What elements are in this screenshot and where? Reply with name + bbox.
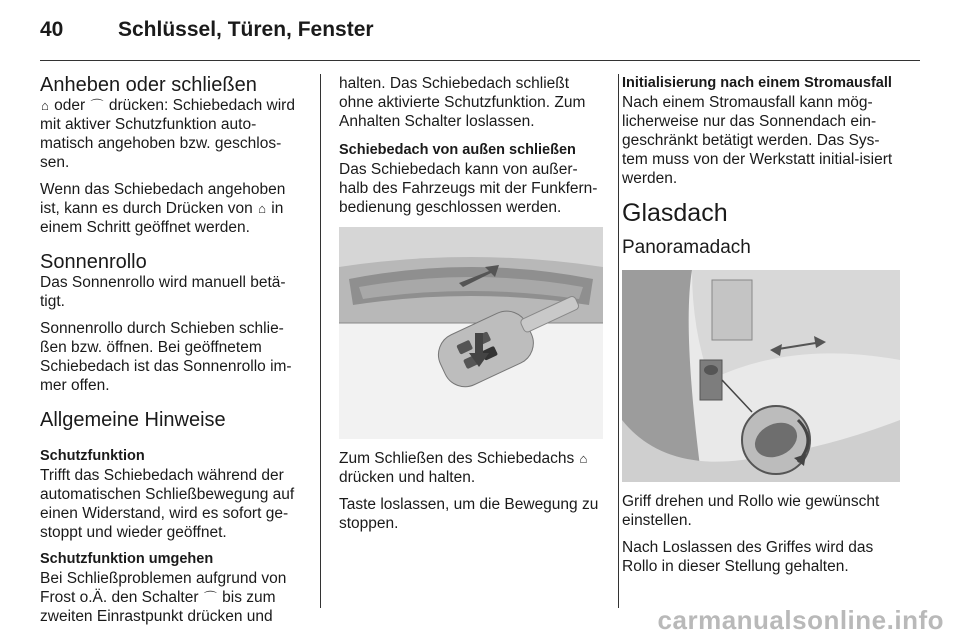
watermark: carmanualsonline.info	[657, 605, 944, 635]
column-divider-2	[618, 74, 619, 608]
column-divider-1	[320, 74, 321, 608]
init-paragraph: Nach einem Stromausfall kann mög-licherweise nur das Sonnendach ein-geschränkt betätigt werden. Das Sys-tem muss von der Werkstatt initial-isiert werden.	[622, 94, 893, 187]
heading-glass-roof: Glasdach	[622, 199, 728, 227]
outside-paragraph: Das Schiebedach kann von außer-halb des Fahrzeugs mit der Funkfern-bedienung geschlossen werden.	[339, 161, 598, 216]
hold-paragraph: Nach Loslassen des Griffes wird das Rollo in dieser Stellung gehalten.	[622, 539, 874, 575]
blind-paragraph-1: Das Sonnenrollo wird manuell betä-tigt.	[40, 274, 286, 310]
continued-paragraph: halten. Das Schiebedach schließt ohne aktivierte Schutzfunktion. Zum Anhalten Schalter loslassen.	[339, 75, 586, 130]
release-paragraph: Taste loslassen, um die Bewegung zu stoppen.	[339, 496, 599, 532]
blind-paragraph-2: Sonnenrollo durch Schieben schlie-ßen bzw. öffnen. Bei geöffnetem Schiebedach ist das Sonnenrollo im-mer offen.	[40, 320, 292, 394]
heading-general: Allgemeine Hinweise	[40, 409, 226, 431]
column-3	[622, 74, 904, 584]
column-1	[40, 74, 302, 634]
sunroof-switch-icon: ⌒	[203, 590, 217, 605]
remote-sunroof-button-icon: ⌂	[579, 451, 588, 466]
header-rule	[40, 60, 920, 61]
sunroof-close-icon: ⌒	[90, 98, 104, 113]
protection-paragraph: Trifft das Schiebedach während der automatischen Schließbewegung auf einen Widerstand, wird es sofort ge-stoppt und wieder geöffnet.	[40, 467, 295, 541]
page-header	[40, 18, 920, 48]
heading-lift: Anheben oder schließen	[40, 74, 257, 96]
bypass-paragraph: Bei Schließproblemen aufgrund von Frost o.Ä. den Schalter ⌒ bis zum zweiten Einrastpunkt drücken und	[40, 570, 287, 625]
sunroof-tilt-icon: ⌂	[41, 98, 49, 113]
sunroof-open-icon: ⌂	[258, 201, 266, 216]
subheading-protection: Schutzfunktion	[40, 448, 145, 464]
turn-paragraph: Griff drehen und Rollo wie gewünscht einstellen.	[622, 493, 880, 529]
panorama-roof-illustration	[622, 270, 900, 482]
chapter-title: Schlüssel, Türen, Fenster	[118, 18, 374, 41]
subheading-init: Initialisierung nach einem Stromausfall	[622, 75, 892, 91]
heading-panorama: Panoramadach	[622, 237, 751, 258]
column-2	[339, 74, 603, 541]
heading-blind: Sonnenrollo	[40, 251, 147, 273]
sunroof-remote-illustration	[339, 227, 603, 439]
lift-paragraph: ⌂ oder ⌒ drücken: Schiebedach wird mit aktiver Schutzfunktion auto-matisch angehoben bzw. geschlos-sen.	[40, 97, 295, 171]
lift-paragraph-2: Wenn das Schiebedach angehoben ist, kann es durch Drücken von ⌂ in einem Schritt geöffnet werden.	[40, 181, 286, 236]
close-paragraph: Zum Schließen des Schiebedachs ⌂ drücken und halten.	[339, 450, 588, 486]
page-number: 40	[40, 18, 64, 41]
subheading-outside: Schiebedach von außen schließen	[339, 142, 576, 158]
subheading-bypass: Schutzfunktion umgehen	[40, 551, 214, 567]
